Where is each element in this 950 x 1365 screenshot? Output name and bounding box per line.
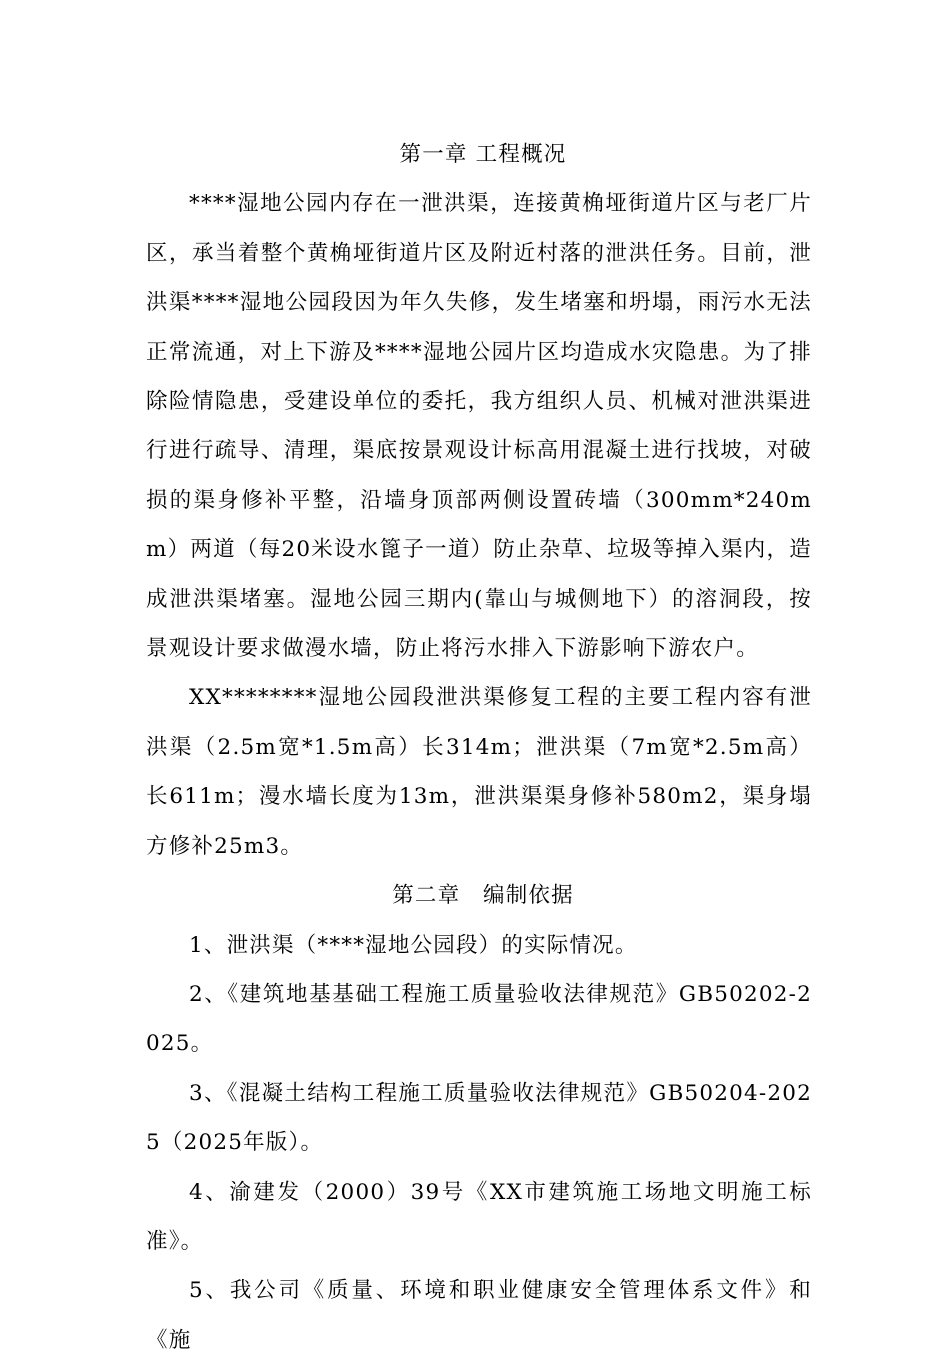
document-body (146, 130, 812, 1365)
basis-item-2: 2、《建筑地基基础工程施工质量验收法律规范》GB50202-2025。 (146, 981, 812, 1057)
basis-item-4: 4、渝建发（2000）39号《XX市建筑施工场地文明施工标准》。 (146, 1179, 812, 1254)
basis-item-1: 1、泄洪渠（****湿地公园段）的实际情况。 (189, 932, 638, 958)
basis-item-5: 5、我公司《质量、环境和职业健康安全管理体系文件》和《施 (146, 1278, 812, 1353)
basis-item-3: 3、《混凝土结构工程施工质量验收法律规范》GB50204-2025（2025年版）。 (146, 1080, 812, 1156)
chapter-2-heading: 第二章 编制依据 (392, 883, 574, 909)
project-overview-paragraph: ****湿地公园内存在一泄洪渠，连接黄桷垭街道片区与老厂片区，承当着整个黄桷垭街道片区及附近村落的泄洪任务。目前，泄洪渠****湿地公园段因为年久失修，发生堵塞和坍塌，雨污水无法正常流通，对上下游及****湿地公园片区均造成水灾隐患。为了排除险情隐患，受建设单位的委托，我方组织人员、机械对泄洪渠进行进行疏导、清理，渠底按景观设计标高用混凝土进行找坡，对破损的渠身修补平整，沿墙身顶部两侧设置砖墙（300mm*240mm）两道（每20米设水篦子一道）防止杂草、垃圾等掉入渠内，造成泄洪渠堵塞。湿地公园三期内(靠山与城侧地下）的溶洞段，按景观设计要求做漫水墙，防止将污水排入下游影响下游农户。 (146, 191, 812, 662)
chapter-1-heading: 第一章 工程概况 (399, 142, 567, 167)
project-scope-paragraph: XX********湿地公园段泄洪渠修复工程的主要工程内容有泄洪渠（2.5m宽*1.5m高）长314m；泄洪渠（7m宽*2.5m高）长611m；漫水墙长度为13m，泄洪渠渠身修补580m2，渠身塌方修补25m3。 (146, 685, 812, 859)
